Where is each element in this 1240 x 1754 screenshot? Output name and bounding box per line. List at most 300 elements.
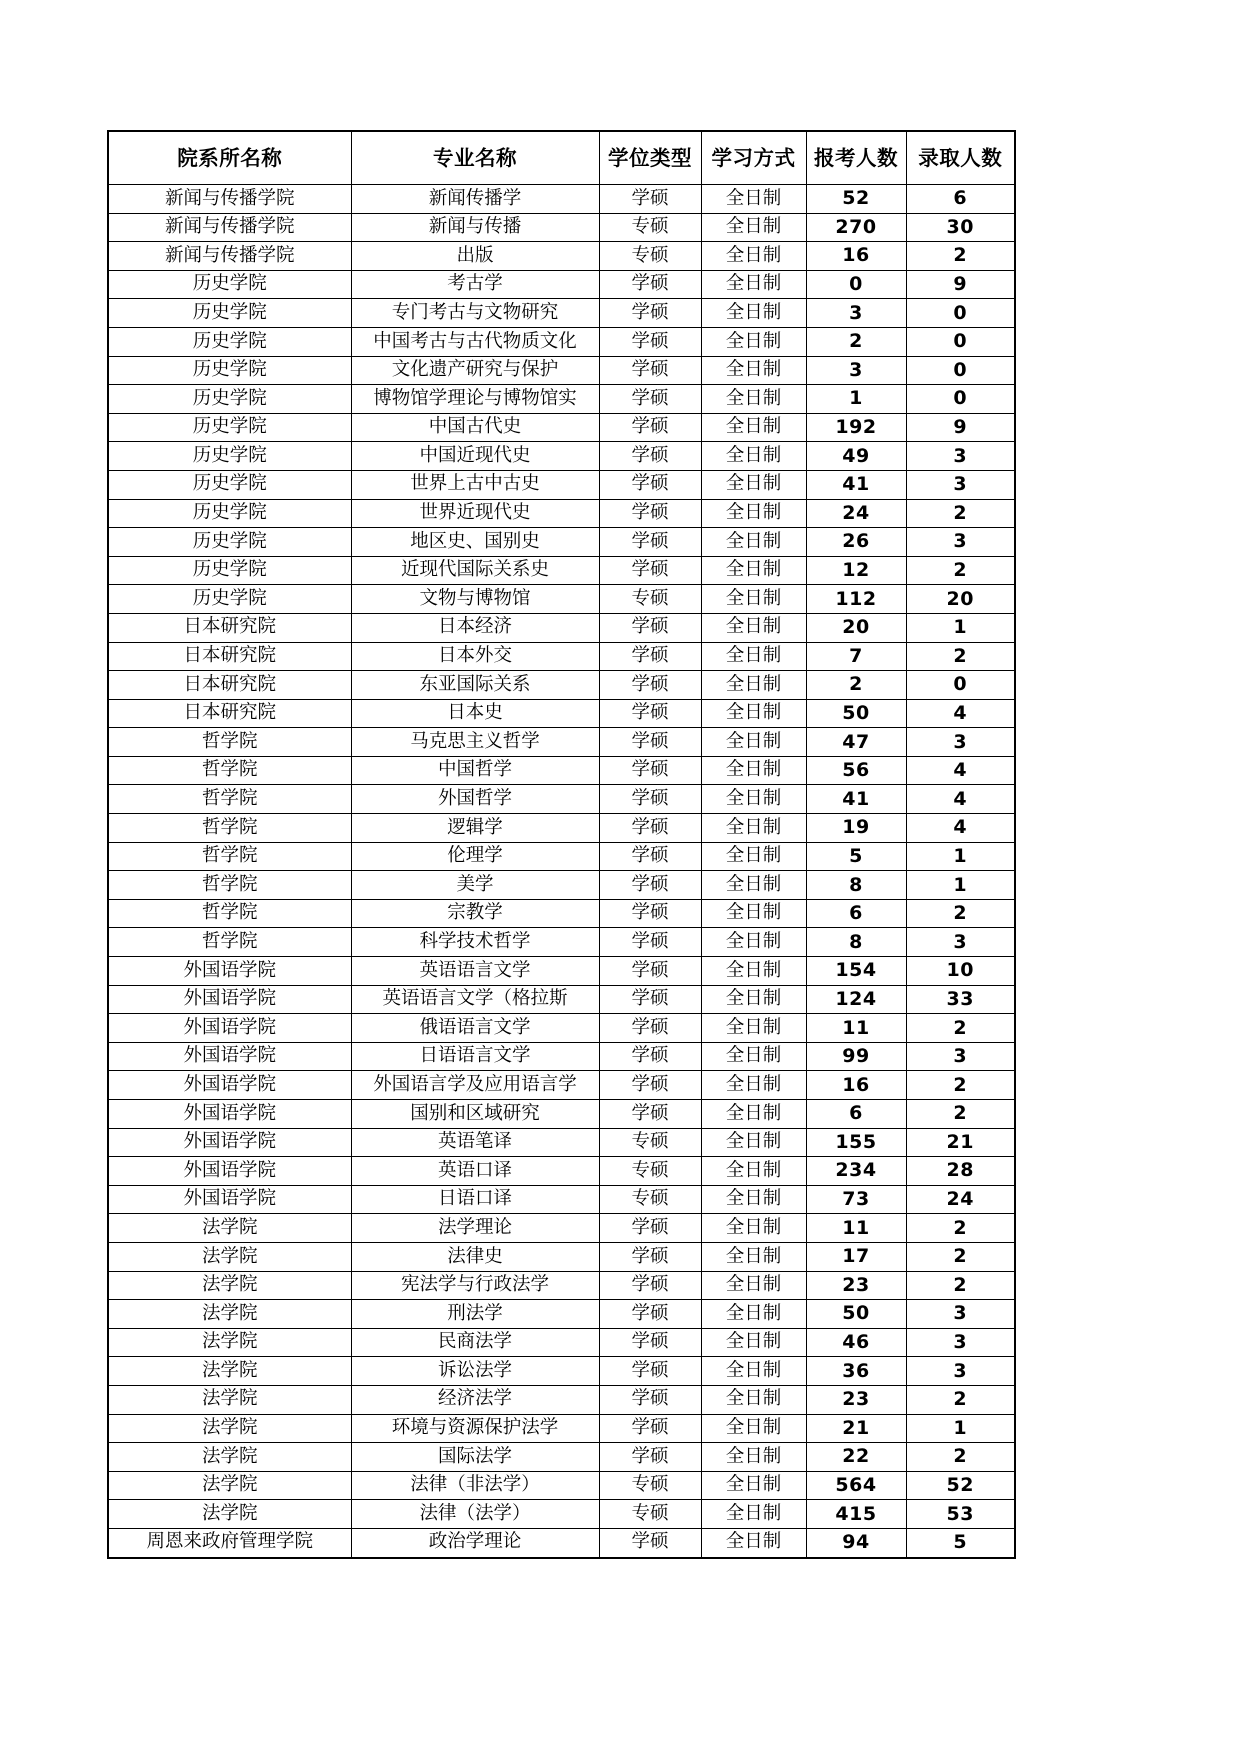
cell-major: 逻辑学 <box>351 814 599 843</box>
cell-mode: 全日制 <box>701 585 806 614</box>
cell-degree: 学硕 <box>599 185 701 214</box>
cell-mode: 全日制 <box>701 1328 806 1357</box>
cell-mode: 全日制 <box>701 1414 806 1443</box>
cell-dept: 法学院 <box>108 1443 351 1472</box>
cell-dept: 法学院 <box>108 1357 351 1386</box>
cell-num: 0 <box>806 270 906 299</box>
cell-major: 英语笔译 <box>351 1128 599 1157</box>
cell-dept: 历史学院 <box>108 585 351 614</box>
cell-num: 30 <box>906 213 1015 242</box>
cell-mode: 全日制 <box>701 728 806 757</box>
cell-num: 3 <box>906 1357 1015 1386</box>
cell-num: 3 <box>906 470 1015 499</box>
cell-degree: 学硕 <box>599 1071 701 1100</box>
cell-major: 日本外交 <box>351 642 599 671</box>
cell-mode: 全日制 <box>701 242 806 271</box>
cell-dept: 历史学院 <box>108 413 351 442</box>
table-row <box>108 1214 1015 1243</box>
table-row <box>108 642 1015 671</box>
cell-num: 46 <box>806 1328 906 1357</box>
cell-mode: 全日制 <box>701 1157 806 1186</box>
table-row <box>108 785 1015 814</box>
cell-degree: 学硕 <box>599 270 701 299</box>
cell-dept: 历史学院 <box>108 385 351 414</box>
cell-mode: 全日制 <box>701 1014 806 1043</box>
cell-num: 2 <box>806 671 906 700</box>
cell-num: 1 <box>906 613 1015 642</box>
cell-num: 2 <box>806 327 906 356</box>
cell-dept: 日本研究院 <box>108 613 351 642</box>
cell-degree: 学硕 <box>599 928 701 957</box>
cell-dept: 法学院 <box>108 1271 351 1300</box>
table-row <box>108 499 1015 528</box>
cell-mode: 全日制 <box>701 299 806 328</box>
cell-degree: 学硕 <box>599 1242 701 1271</box>
cell-num: 28 <box>906 1157 1015 1186</box>
cell-major: 出版 <box>351 242 599 271</box>
cell-degree: 学硕 <box>599 499 701 528</box>
cell-num: 3 <box>906 1042 1015 1071</box>
cell-num: 11 <box>806 1014 906 1043</box>
cell-num: 52 <box>806 185 906 214</box>
cell-degree: 学硕 <box>599 1100 701 1129</box>
cell-mode: 全日制 <box>701 1214 806 1243</box>
cell-mode: 全日制 <box>701 327 806 356</box>
cell-degree: 学硕 <box>599 756 701 785</box>
cell-num: 2 <box>906 1385 1015 1414</box>
cell-num: 6 <box>806 1100 906 1129</box>
cell-dept: 哲学院 <box>108 785 351 814</box>
cell-mode: 全日制 <box>701 1071 806 1100</box>
cell-dept: 哲学院 <box>108 842 351 871</box>
cell-num: 2 <box>906 242 1015 271</box>
table-row <box>108 1185 1015 1214</box>
table-row <box>108 327 1015 356</box>
cell-degree: 专硕 <box>599 1128 701 1157</box>
cell-num: 2 <box>906 1242 1015 1271</box>
cell-degree: 学硕 <box>599 842 701 871</box>
cell-mode: 全日制 <box>701 356 806 385</box>
cell-mode: 全日制 <box>701 1357 806 1386</box>
table-row <box>108 1042 1015 1071</box>
cell-num: 22 <box>806 1443 906 1472</box>
table-row <box>108 413 1015 442</box>
cell-major: 外国哲学 <box>351 785 599 814</box>
table-row <box>108 1271 1015 1300</box>
cell-num: 10 <box>906 957 1015 986</box>
cell-degree: 专硕 <box>599 242 701 271</box>
cell-dept: 历史学院 <box>108 470 351 499</box>
cell-major: 地区史、国别史 <box>351 528 599 557</box>
cell-major: 近现代国际关系史 <box>351 556 599 585</box>
cell-mode: 全日制 <box>701 385 806 414</box>
cell-num: 564 <box>806 1471 906 1500</box>
table-row <box>108 1471 1015 1500</box>
cell-num: 1 <box>806 385 906 414</box>
cell-major: 外国语言学及应用语言学 <box>351 1071 599 1100</box>
cell-major: 民商法学 <box>351 1328 599 1357</box>
cell-major: 新闻传播学 <box>351 185 599 214</box>
cell-degree: 专硕 <box>599 585 701 614</box>
cell-num: 3 <box>806 299 906 328</box>
cell-num: 2 <box>906 556 1015 585</box>
cell-dept: 历史学院 <box>108 270 351 299</box>
cell-num: 6 <box>806 899 906 928</box>
cell-dept: 外国语学院 <box>108 1100 351 1129</box>
table-row <box>108 1443 1015 1472</box>
cell-num: 2 <box>906 642 1015 671</box>
cell-mode: 全日制 <box>701 1271 806 1300</box>
table-row <box>108 957 1015 986</box>
table-row <box>108 1414 1015 1443</box>
cell-major: 伦理学 <box>351 842 599 871</box>
cell-mode: 全日制 <box>701 985 806 1014</box>
cell-degree: 学硕 <box>599 957 701 986</box>
cell-major: 世界上古中古史 <box>351 470 599 499</box>
cell-dept: 法学院 <box>108 1500 351 1529</box>
cell-mode: 全日制 <box>701 556 806 585</box>
cell-dept: 外国语学院 <box>108 1185 351 1214</box>
cell-mode: 全日制 <box>701 442 806 471</box>
cell-num: 1 <box>906 871 1015 900</box>
cell-degree: 学硕 <box>599 613 701 642</box>
cell-num: 1 <box>906 842 1015 871</box>
table-row <box>108 699 1015 728</box>
table-row <box>108 442 1015 471</box>
cell-degree: 学硕 <box>599 413 701 442</box>
cell-mode: 全日制 <box>701 613 806 642</box>
cell-num: 124 <box>806 985 906 1014</box>
cell-major: 环境与资源保护法学 <box>351 1414 599 1443</box>
cell-num: 2 <box>906 1443 1015 1472</box>
cell-major: 英语口译 <box>351 1157 599 1186</box>
cell-degree: 专硕 <box>599 1471 701 1500</box>
cell-degree: 学硕 <box>599 1042 701 1071</box>
cell-mode: 全日制 <box>701 1242 806 1271</box>
cell-num: 52 <box>906 1471 1015 1500</box>
table-row <box>108 213 1015 242</box>
cell-mode: 全日制 <box>701 1443 806 1472</box>
cell-num: 0 <box>906 385 1015 414</box>
cell-degree: 学硕 <box>599 1014 701 1043</box>
cell-num: 4 <box>906 785 1015 814</box>
cell-degree: 学硕 <box>599 1443 701 1472</box>
table-row <box>108 528 1015 557</box>
cell-degree: 专硕 <box>599 1500 701 1529</box>
cell-major: 日语语言文学 <box>351 1042 599 1071</box>
cell-degree: 学硕 <box>599 1414 701 1443</box>
table-header-row <box>108 131 1015 185</box>
cell-degree: 学硕 <box>599 528 701 557</box>
cell-dept: 哲学院 <box>108 871 351 900</box>
cell-degree: 学硕 <box>599 1214 701 1243</box>
cell-dept: 新闻与传播学院 <box>108 185 351 214</box>
cell-num: 415 <box>806 1500 906 1529</box>
cell-mode: 全日制 <box>701 213 806 242</box>
table-row <box>108 185 1015 214</box>
cell-num: 4 <box>906 756 1015 785</box>
cell-mode: 全日制 <box>701 528 806 557</box>
cell-dept: 哲学院 <box>108 899 351 928</box>
cell-num: 0 <box>906 356 1015 385</box>
cell-mode: 全日制 <box>701 1471 806 1500</box>
table-row <box>108 1300 1015 1329</box>
table-row <box>108 842 1015 871</box>
cell-dept: 外国语学院 <box>108 1071 351 1100</box>
cell-mode: 全日制 <box>701 814 806 843</box>
table-row <box>108 270 1015 299</box>
enrollment-statistics-table <box>107 130 1016 1559</box>
cell-num: 16 <box>806 242 906 271</box>
cell-major: 法律（法学） <box>351 1500 599 1529</box>
cell-num: 20 <box>906 585 1015 614</box>
cell-major: 考古学 <box>351 270 599 299</box>
cell-num: 36 <box>806 1357 906 1386</box>
cell-mode: 全日制 <box>701 642 806 671</box>
cell-mode: 全日制 <box>701 671 806 700</box>
cell-dept: 外国语学院 <box>108 1157 351 1186</box>
cell-mode: 全日制 <box>701 785 806 814</box>
table-row <box>108 871 1015 900</box>
cell-major: 日语口译 <box>351 1185 599 1214</box>
cell-num: 33 <box>906 985 1015 1014</box>
cell-num: 0 <box>906 299 1015 328</box>
cell-num: 8 <box>806 871 906 900</box>
cell-mode: 全日制 <box>701 1185 806 1214</box>
cell-dept: 外国语学院 <box>108 985 351 1014</box>
cell-num: 3 <box>906 1300 1015 1329</box>
cell-num: 24 <box>906 1185 1015 1214</box>
cell-num: 2 <box>906 899 1015 928</box>
cell-major: 文化遗产研究与保护 <box>351 356 599 385</box>
cell-dept: 历史学院 <box>108 356 351 385</box>
cell-num: 4 <box>906 814 1015 843</box>
cell-num: 2 <box>906 1214 1015 1243</box>
cell-major: 中国考古与古代物质文化 <box>351 327 599 356</box>
table-row <box>108 671 1015 700</box>
cell-num: 50 <box>806 699 906 728</box>
cell-num: 94 <box>806 1528 906 1557</box>
table-row <box>108 928 1015 957</box>
cell-mode: 全日制 <box>701 899 806 928</box>
cell-num: 0 <box>906 327 1015 356</box>
cell-degree: 专硕 <box>599 1185 701 1214</box>
cell-degree: 学硕 <box>599 814 701 843</box>
cell-num: 3 <box>906 1328 1015 1357</box>
cell-dept: 日本研究院 <box>108 699 351 728</box>
cell-mode: 全日制 <box>701 1128 806 1157</box>
cell-major: 英语语言文学（格拉斯 <box>351 985 599 1014</box>
table-row <box>108 585 1015 614</box>
cell-mode: 全日制 <box>701 1300 806 1329</box>
cell-num: 6 <box>906 185 1015 214</box>
cell-degree: 学硕 <box>599 1528 701 1557</box>
cell-mode: 全日制 <box>701 756 806 785</box>
cell-num: 0 <box>906 671 1015 700</box>
cell-major: 刑法学 <box>351 1300 599 1329</box>
cell-dept: 历史学院 <box>108 556 351 585</box>
cell-num: 19 <box>806 814 906 843</box>
cell-degree: 学硕 <box>599 899 701 928</box>
cell-num: 20 <box>806 613 906 642</box>
table-row <box>108 985 1015 1014</box>
table-row <box>108 299 1015 328</box>
cell-num: 41 <box>806 785 906 814</box>
cell-mode: 全日制 <box>701 1042 806 1071</box>
cell-dept: 法学院 <box>108 1214 351 1243</box>
cell-mode: 全日制 <box>701 270 806 299</box>
table-row <box>108 470 1015 499</box>
table-row <box>108 1357 1015 1386</box>
cell-degree: 学硕 <box>599 699 701 728</box>
cell-num: 41 <box>806 470 906 499</box>
cell-dept: 哲学院 <box>108 814 351 843</box>
cell-num: 53 <box>906 1500 1015 1529</box>
cell-num: 16 <box>806 1071 906 1100</box>
cell-degree: 学硕 <box>599 1357 701 1386</box>
cell-major: 英语语言文学 <box>351 957 599 986</box>
cell-num: 21 <box>906 1128 1015 1157</box>
column-header-3: 学习方式 <box>701 131 806 185</box>
cell-mode: 全日制 <box>701 470 806 499</box>
table-row <box>108 1242 1015 1271</box>
cell-degree: 学硕 <box>599 728 701 757</box>
cell-mode: 全日制 <box>701 185 806 214</box>
cell-degree: 学硕 <box>599 470 701 499</box>
cell-num: 2 <box>906 1071 1015 1100</box>
cell-dept: 新闻与传播学院 <box>108 213 351 242</box>
cell-num: 4 <box>906 699 1015 728</box>
cell-major: 俄语语言文学 <box>351 1014 599 1043</box>
table-row <box>108 1328 1015 1357</box>
cell-degree: 学硕 <box>599 299 701 328</box>
cell-num: 3 <box>906 442 1015 471</box>
cell-degree: 学硕 <box>599 671 701 700</box>
cell-num: 5 <box>806 842 906 871</box>
cell-num: 23 <box>806 1271 906 1300</box>
table-row <box>108 556 1015 585</box>
cell-num: 50 <box>806 1300 906 1329</box>
cell-major: 博物馆学理论与博物馆实 <box>351 385 599 414</box>
table-container <box>107 130 1014 1559</box>
cell-mode: 全日制 <box>701 413 806 442</box>
cell-dept: 法学院 <box>108 1242 351 1271</box>
cell-major: 中国近现代史 <box>351 442 599 471</box>
cell-major: 日本史 <box>351 699 599 728</box>
table-row <box>108 242 1015 271</box>
cell-num: 2 <box>906 1271 1015 1300</box>
cell-major: 经济法学 <box>351 1385 599 1414</box>
cell-dept: 历史学院 <box>108 528 351 557</box>
table-row <box>108 899 1015 928</box>
cell-num: 154 <box>806 957 906 986</box>
cell-num: 112 <box>806 585 906 614</box>
cell-major: 国别和区域研究 <box>351 1100 599 1129</box>
cell-mode: 全日制 <box>701 842 806 871</box>
cell-num: 234 <box>806 1157 906 1186</box>
cell-num: 8 <box>806 928 906 957</box>
cell-num: 3 <box>806 356 906 385</box>
cell-major: 法律史 <box>351 1242 599 1271</box>
cell-mode: 全日制 <box>701 1528 806 1557</box>
cell-mode: 全日制 <box>701 928 806 957</box>
cell-dept: 哲学院 <box>108 728 351 757</box>
cell-num: 7 <box>806 642 906 671</box>
column-header-2: 学位类型 <box>599 131 701 185</box>
cell-num: 56 <box>806 756 906 785</box>
table-header <box>108 131 1015 185</box>
cell-major: 美学 <box>351 871 599 900</box>
cell-degree: 学硕 <box>599 327 701 356</box>
cell-major: 新闻与传播 <box>351 213 599 242</box>
cell-mode: 全日制 <box>701 957 806 986</box>
table-row <box>108 1100 1015 1129</box>
cell-dept: 法学院 <box>108 1300 351 1329</box>
cell-dept: 外国语学院 <box>108 957 351 986</box>
cell-num: 5 <box>906 1528 1015 1557</box>
cell-dept: 哲学院 <box>108 928 351 957</box>
cell-dept: 法学院 <box>108 1414 351 1443</box>
cell-dept: 哲学院 <box>108 756 351 785</box>
cell-major: 科学技术哲学 <box>351 928 599 957</box>
cell-mode: 全日制 <box>701 1500 806 1529</box>
cell-dept: 日本研究院 <box>108 642 351 671</box>
cell-num: 2 <box>906 1100 1015 1129</box>
cell-major: 诉讼法学 <box>351 1357 599 1386</box>
cell-num: 23 <box>806 1385 906 1414</box>
cell-degree: 专硕 <box>599 213 701 242</box>
cell-num: 11 <box>806 1214 906 1243</box>
column-header-4: 报考人数 <box>806 131 906 185</box>
cell-num: 17 <box>806 1242 906 1271</box>
cell-dept: 法学院 <box>108 1328 351 1357</box>
cell-major: 世界近现代史 <box>351 499 599 528</box>
cell-major: 日本经济 <box>351 613 599 642</box>
cell-dept: 外国语学院 <box>108 1128 351 1157</box>
cell-num: 9 <box>906 413 1015 442</box>
cell-num: 24 <box>806 499 906 528</box>
cell-num: 26 <box>806 528 906 557</box>
column-header-5: 录取人数 <box>906 131 1015 185</box>
cell-degree: 专硕 <box>599 1157 701 1186</box>
cell-num: 99 <box>806 1042 906 1071</box>
cell-dept: 外国语学院 <box>108 1014 351 1043</box>
table-row <box>108 1157 1015 1186</box>
cell-major: 中国哲学 <box>351 756 599 785</box>
cell-dept: 法学院 <box>108 1385 351 1414</box>
cell-degree: 学硕 <box>599 642 701 671</box>
table-row <box>108 1014 1015 1043</box>
cell-dept: 周恩来政府管理学院 <box>108 1528 351 1557</box>
cell-mode: 全日制 <box>701 871 806 900</box>
cell-degree: 学硕 <box>599 356 701 385</box>
cell-num: 73 <box>806 1185 906 1214</box>
cell-major: 国际法学 <box>351 1443 599 1472</box>
cell-num: 155 <box>806 1128 906 1157</box>
table-row <box>108 756 1015 785</box>
table-row <box>108 356 1015 385</box>
cell-mode: 全日制 <box>701 699 806 728</box>
cell-num: 1 <box>906 1414 1015 1443</box>
cell-degree: 学硕 <box>599 1300 701 1329</box>
cell-major: 文物与博物馆 <box>351 585 599 614</box>
cell-num: 2 <box>906 1014 1015 1043</box>
cell-mode: 全日制 <box>701 1385 806 1414</box>
cell-major: 法学理论 <box>351 1214 599 1243</box>
cell-dept: 法学院 <box>108 1471 351 1500</box>
cell-degree: 学硕 <box>599 1271 701 1300</box>
cell-degree: 学硕 <box>599 1328 701 1357</box>
